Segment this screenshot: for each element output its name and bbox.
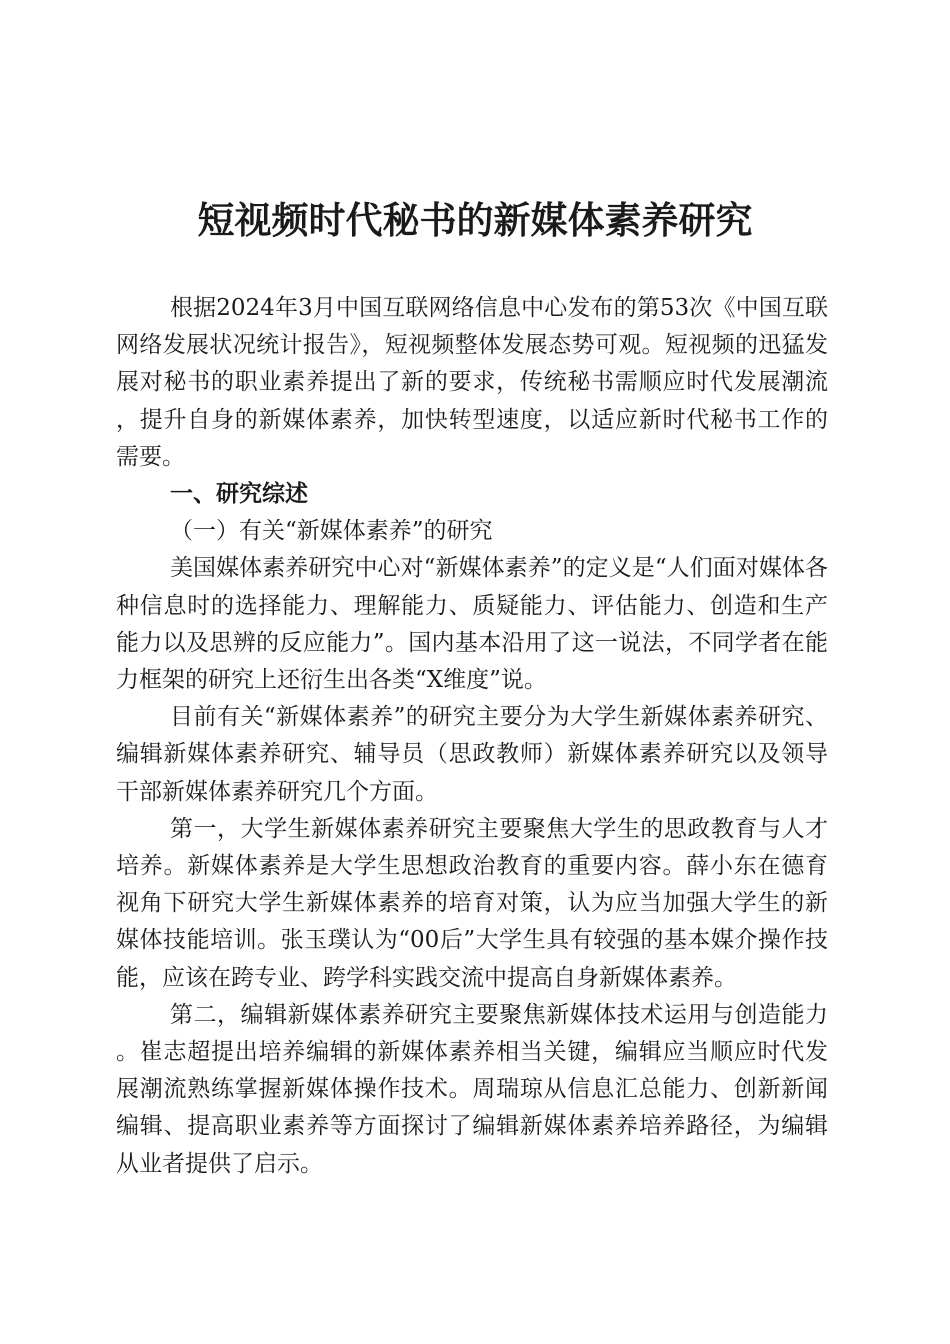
body-paragraph: 目前有关“新媒体素养”的研究主要分为大学生新媒体素养研究、编辑新媒体素养研究、辅导员（思政教师）新媒体素养研究以及领导干部新媒体素养研究几个方面。 [116,704,828,805]
body-paragraph: 美国媒体素养研究中心对“新媒体素养”的定义是“人们面对媒体各种信息时的选择能力、理解能力、质疑能力、评估能力、创造和生产能力以及思辨的反应能力”。国内基本沿用了这一说法，不同学者在能力框架的研究上还衍生出各类“X维度”说。 [116,555,828,694]
section-heading: 一、研究综述 [170,481,308,508]
body-paragraph: 第一，大学生新媒体素养研究主要聚焦大学生的思政教育与人才培养。新媒体素养是大学生思想政治教育的重要内容。薛小东在德育视角下研究大学生新媒体素养的培育对策，认为应当加强大学生的新媒体技能培训。张玉璞认为“00后”大学生具有较强的基本媒介操作技能，应该在跨专业、跨学科实践交流中提高自身新媒体素养。 [116,815,828,991]
intro-paragraph: 根据2024年3月中国互联网络信息中心发布的第53次《中国互联网络发展状况统计报告》，短视频整体发展态势可观。短视频的迅猛发展对秘书的职业素养提出了新的要求，传统秘书需顺应时代发展潮流，提升自身的新媒体素养，加快转型速度，以适应新时代秘书工作的需要。 [116,295,828,470]
document-title: 短视频时代秘书的新媒体素养研究 [197,198,753,242]
body-paragraph: 第二，编辑新媒体素养研究主要聚焦新媒体技术运用与创造能力。崔志超提出培养编辑的新媒体素养相当关键，编辑应当顺应时代发展潮流熟练掌握新媒体操作技术。周瑞琼从信息汇总能力、创新新闻编辑、提高职业素养等方面探讨了编辑新媒体素养培养路径，为编辑从业者提供了启示。 [116,1001,828,1177]
document-body [116,290,828,1183]
subsection-heading: （一）有关“新媒体素养”的研究 [170,518,493,545]
